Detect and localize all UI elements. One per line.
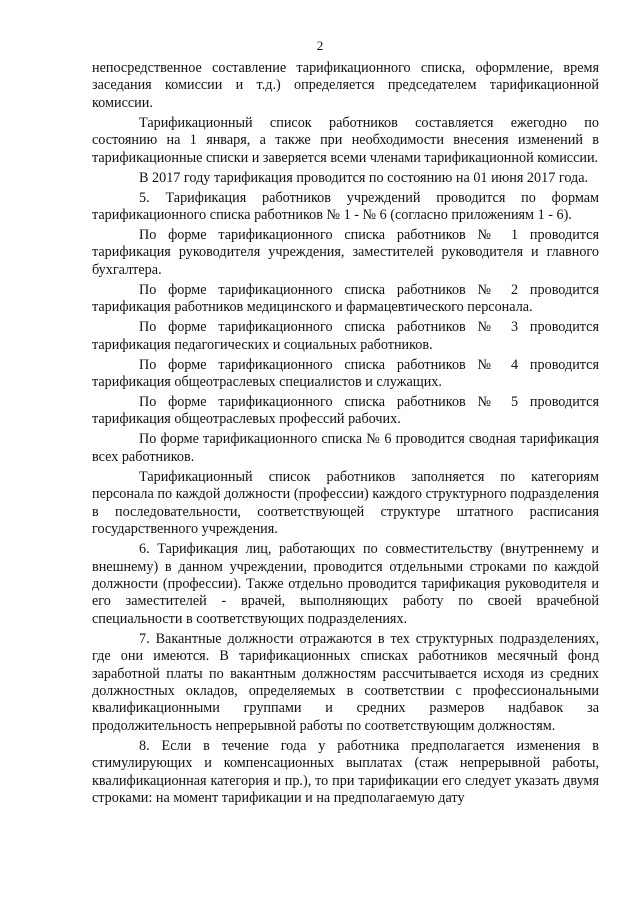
paragraph: В 2017 году тарификация проводится по состоянию на 01 июня 2017 года. — [139, 169, 589, 186]
paragraph: По форме тарификационного списка работников № 5 проводится тарификация общеотраслевых профессий рабочих. — [92, 394, 599, 428]
paragraph: По форме тарификационного списка работников № 2 проводится тарификация работников медицинского и фармацевтического персонала. — [92, 281, 599, 316]
paragraph: Тарификационный список работников составляется ежегодно по состоянию на 1 января, а также при необходимости внесения изменений в тарификационные списки и заверяется всеми членами тарификационной комиссии. — [92, 114, 599, 166]
paragraph: По форме тарификационного списка работников № 3 проводится тарификация педагогических и социальных работников. — [92, 319, 599, 353]
paragraph-item-8: 8. Если в течение года у работника предполагается изменения в стимулирующих и компенсационных выплатах (стаж непрерывной работы, квалификационная категория и пр.), то при тарификации его следует указать двумя строками: на момент тарификации и на предполагаемую дату — [92, 737, 599, 806]
document-body — [92, 60, 599, 810]
paragraph: По форме тарификационного списка № 6 проводится сводная тарификация всех работников. — [92, 431, 599, 465]
paragraph-continuation: непосредственное составление тарификационного списка, оформление, время заседания комиссии и т.д.) определяется председателем тарификационной комиссии. — [92, 60, 599, 111]
paragraph-item-6: 6. Тарификация лиц, работающих по совместительству (внутреннему и внешнему) в данном учреждении, проводится отдельными строками по каждой должности (профессии). Также отдельно проводится тарификация руководителя и его заместителей - врачей, выполняющих работу по своей врачебной специальности в соответствующих подразделениях. — [92, 541, 599, 627]
paragraph: Тарификационный список работников заполняется по категориям персонала по каждой должности (профессии) каждого структурного подразделения в последовательности, соответствующей структуре штатного расписания государственного учреждения. — [92, 468, 599, 538]
page-number: 2 — [316, 38, 324, 53]
paragraph-item-7: 7. Вакантные должности отражаются в тех структурных подразделениях, где они имеются. В тарификационных списках работников месячный фонд заработной платы по вакантным должностям рассчитывается исходя из средних должностных окладов, определяемых в соответствии с профессиональными квалификационными группами и средних размеров надбавок за продолжительность непрерывной работы по соответствующим должностям. — [92, 630, 599, 734]
paragraph-item-5: 5. Тарификация работников учреждений проводится по формам тарификационного списка работников № 1 - № 6 (согласно приложениям 1 - 6). — [92, 189, 599, 224]
paragraph: По форме тарификационного списка работников № 4 проводится тарификация общеотраслевых специалистов и служащих. — [92, 356, 599, 391]
paragraph: По форме тарификационного списка работников № 1 проводится тарификация руководителя учреждения, заместителей руководителя и главного бухгалтера. — [92, 227, 599, 278]
